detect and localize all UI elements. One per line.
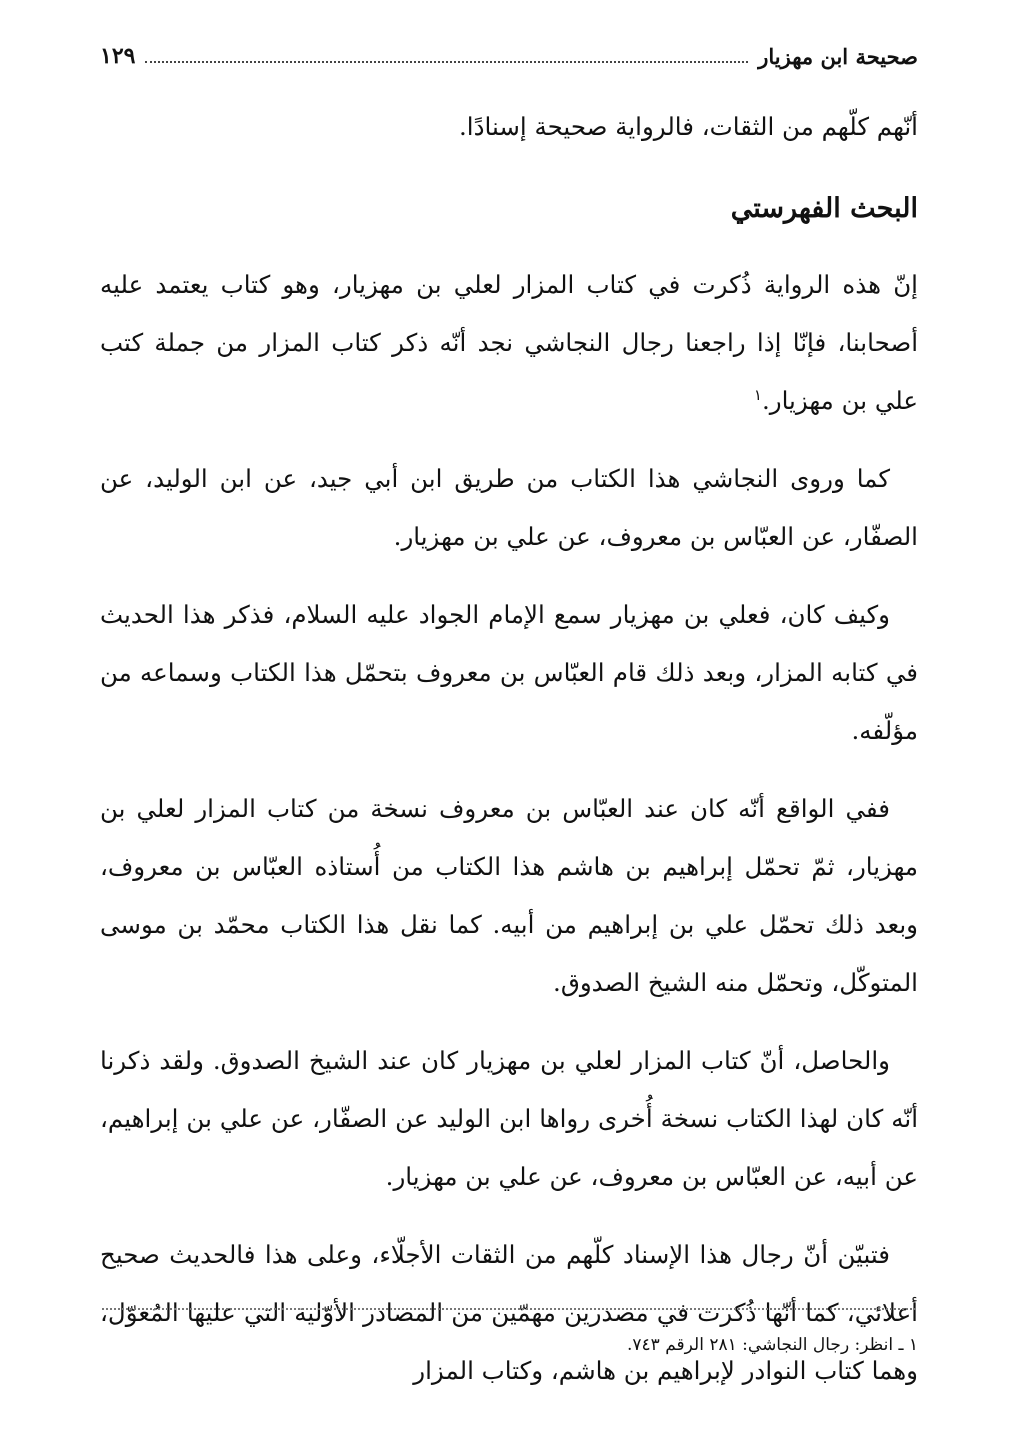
running-title: صحيحة ابن مهزيار <box>758 43 918 69</box>
paragraph-5: والحاصل، أنّ كتاب المزار لعلي بن مهزيار كان عند الشيخ الصدوق. ولقد ذكرنا أنّه كان لهذا الكتاب نسخة أُخرى رواها ابن الوليد عن الصفّار، عن علي بن إبراهيم، عن أبيه، عن العبّاس بن معروف، عن علي بن مهزيار. <box>100 1046 918 1191</box>
section-heading: البحث الفهرستي <box>730 193 918 224</box>
footnote: ١ ـ انظر: رجال النجاشي: ٢٨١ الرقم ٧٤٣. <box>627 1335 918 1355</box>
paragraph-6: فتبيّن أنّ رجال هذا الإسناد كلّهم من الثقات الأجلّاء، وعلى هذا فالحديث صحيح أعلائي، كما أنّها ذُكرت في مصدرين مهمّين من المصادر الأوّلية التي عليها المُعوّل، وهما كتاب النوادر لإبراهيم بن هاشم، وكتاب المزار <box>100 1240 918 1385</box>
paragraph-continuation: أنّهم كلّهم من الثقات، فالرواية صحيحة إسنادًا. <box>458 112 918 141</box>
paragraph-2: كما وروى النجاشي هذا الكتاب من طريق ابن أبي جيد، عن ابن الوليد، عن الصفّار، عن العبّاس بن معروف، عن علي بن مهزيار. <box>100 464 918 551</box>
footnote-marker: ١ <box>753 385 762 404</box>
paragraph-1 <box>100 256 918 430</box>
paragraph-3: وكيف كان، فعلي بن مهزيار سمع الإمام الجواد عليه السلام، فذكر هذا الحديث في كتابه المزار، وبعد ذلك قام العبّاس بن معروف بتحمّل هذا الكتاب وسماعه من مؤلّفه. <box>100 600 918 745</box>
paragraph-1-text: إنّ هذه الرواية ذُكرت في كتاب المزار لعلي بن مهزيار، وهو كتاب يعتمد عليه أصحابنا، فإنّا إذا راجعنا رجال النجاشي نجد أنّه ذكر كتاب المزار من جملة كتب علي بن مهزيار. <box>100 270 918 415</box>
footnote-separator <box>102 1308 916 1310</box>
header-dotted-leader <box>145 61 748 63</box>
running-header <box>100 36 918 76</box>
main-text <box>100 98 918 1420</box>
page-number: ١٢٩ <box>100 43 136 69</box>
paragraph-4: ففي الواقع أنّه كان عند العبّاس بن معروف نسخة من كتاب المزار لعلي بن مهزيار، ثمّ تحمّل إبراهيم بن هاشم هذا الكتاب من أُستاذه العبّاس بن معروف، وبعد ذلك تحمّل علي بن إبراهيم من أبيه. كما نقل هذا الكتاب محمّد بن موسى المتوكّل، وتحمّل منه الشيخ الصدوق. <box>100 794 918 997</box>
